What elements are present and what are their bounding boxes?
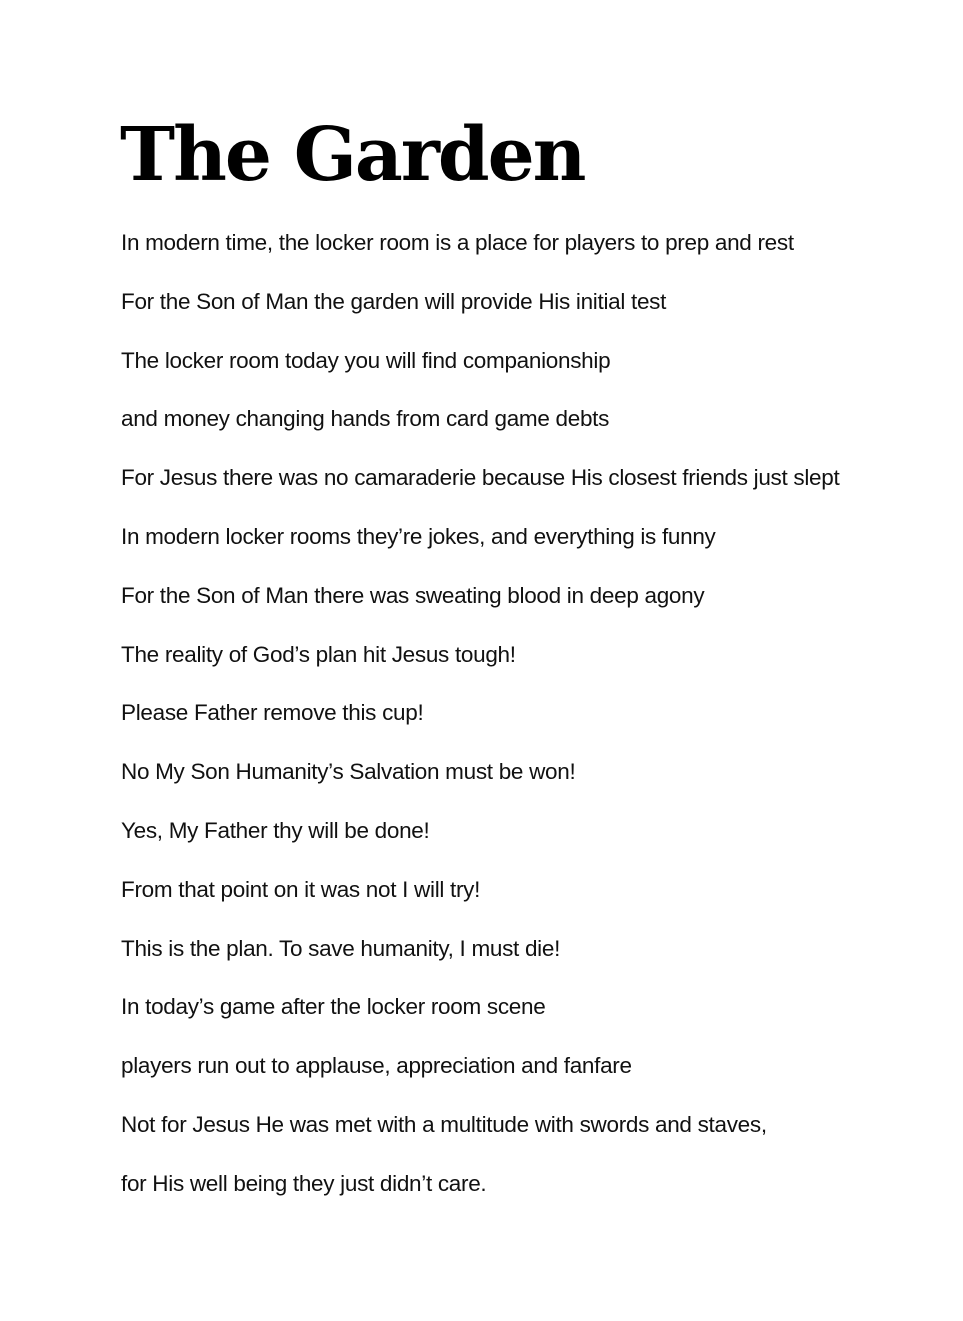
poem-line: for His well being they just didn’t care. [121,1170,487,1196]
poem-line: players run out to applause, appreciation and fanfare [121,1053,632,1079]
poem-line: In modern locker rooms they’re jokes, and everything is funny [121,523,716,549]
poem-line: Not for Jesus He was met with a multitude with swords and staves, [121,1111,767,1137]
poem-line: Yes, My Father thy will be done! [121,817,430,843]
poem-title: The Garden [120,112,585,198]
poem-line: For the Son of Man the garden will provide His initial test [121,288,667,314]
poem-body [121,228,839,1228]
poem-line: and money changing hands from card game debts [121,406,610,432]
poem-line: The reality of God’s plan hit Jesus tough! [121,641,516,667]
poem-line: The locker room today you will find companionship [121,347,611,373]
poem-line: This is the plan. To save humanity, I must die! [121,935,561,961]
poem-line: In modern time, the locker room is a place for players to prep and rest [121,230,794,255]
poem-line: In today’s game after the locker room scene [121,994,546,1020]
poem-line: For the Son of Man there was sweating blood in deep agony [121,582,705,608]
poem-line: For Jesus there was no camaraderie because His closest friends just slept [121,465,840,491]
poem-line: No My Son Humanity’s Salvation must be won! [121,759,576,785]
poem-line: From that point on it was not I will try! [121,876,481,902]
poem-line: Please Father remove this cup! [121,700,424,726]
